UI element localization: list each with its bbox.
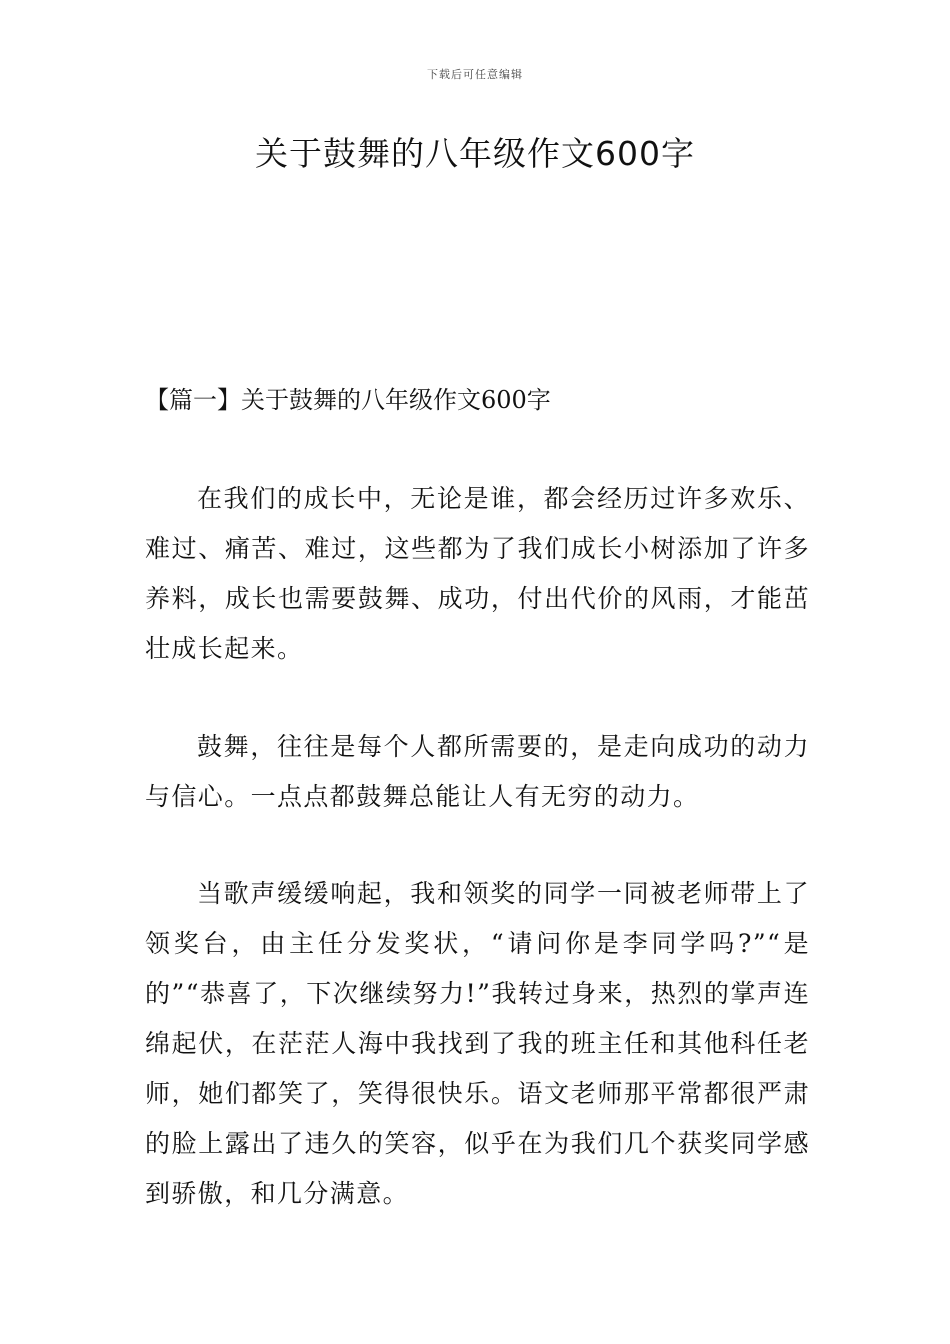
document-title: 关于鼓舞的八年级作文600字 (255, 134, 695, 173)
paragraph-3: 当歌声缓缓响起，我和领奖的同学一同被老师带上了领奖台，由主任分发奖状，“请问你是李同学吗?”“是的”“恭喜了，下次继续努力!”我转过身来，热烈的掌声连绵起伏，在茫茫人海中我找到了我的班主任和其他科任老师，她们都笑了，笑得很快乐。语文老师那平常都很严肃的脸上露出了违久的笑容，似乎在为我们几个获奖同学感到骄傲，和几分满意。 (145, 879, 810, 1208)
paragraph-2: 鼓舞，往往是每个人都所需要的，是走向成功的动力与信心。一点点都鼓舞总能让人有无穷的动力。 (145, 732, 810, 811)
section-heading: 【篇一】关于鼓舞的八年级作文600字 (145, 386, 551, 414)
download-note: 下载后可任意编辑 (427, 68, 523, 81)
paragraph-1: 在我们的成长中，无论是谁，都会经历过许多欢乐、难过、痛苦、难过，这些都为了我们成长小树添加了许多养料，成长也需要鼓舞、成功，付出代价的风雨，才能茁壮成长起来。 (145, 484, 810, 663)
